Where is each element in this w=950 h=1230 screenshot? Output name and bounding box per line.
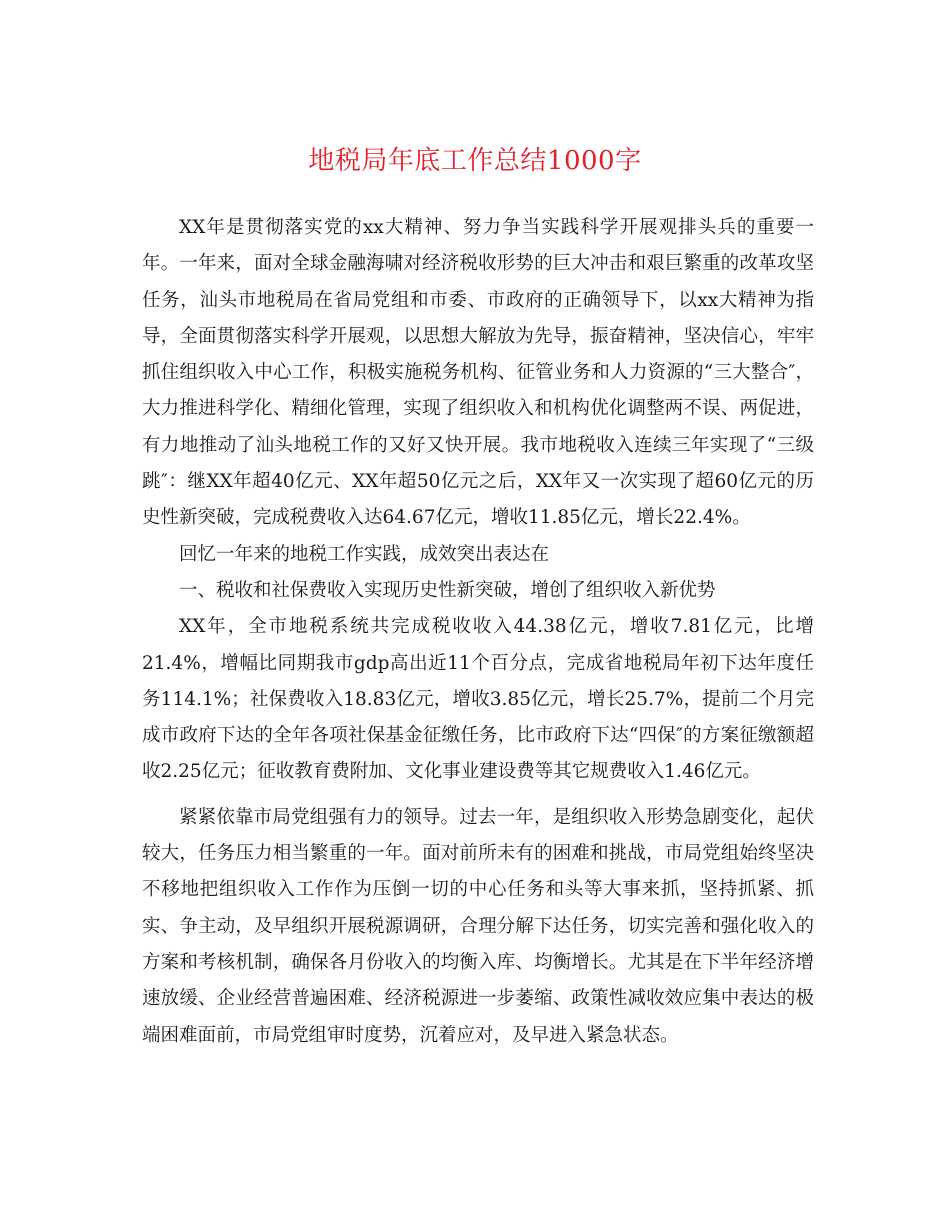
paragraph-review-lead: 回忆一年来的地税工作实践，成效突出表达在	[179, 543, 550, 565]
section-heading-1: 一、税收和社保费收入实现历史性新突破，增创了组织收入新优势	[179, 579, 716, 601]
paragraph-leadership: 紧紧依靠市局党组强有力的领导。过去一年，是组织收入形势急剧变化，起伏较大，任务压力相当繁重的一年。面对前所未有的困难和挑战，市局党组始终坚决不移地把组织收入工作作为压倒一切的中心任务和头等大事来抓，坚持抓紧、抓实、争主动，及早组织开展税源调研，合理分解下达任务，切实完善和强化收入的方案和考核机制，确保各月份收入的均衡入库、均衡增长。尤其是在下半年经济增速放缓、企业经营普遍困难、经济税源进一步萎缩、政策性减收效应集中表达的极端困难面前，市局党组审时度势，沉着应对，及早进入紧急状态。	[142, 806, 814, 1046]
paragraph-intro: XX年是贯彻落实党的xx大精神、努力争当实践科学开展观排头兵的重要一年。一年来，面对全球金融海啸对经济税收形势的巨大冲击和艰巨繁重的改革攻坚任务，汕头市地税局在省局党组和市委、市政府的正确领导下，以xx大精神为指导，全面贯彻落实科学开展观，以思想大解放为先导，振奋精神，坚决信心，牢牢抓住组织收入中心工作，积极实施税务机构、征管业务和人力资源的“三大整合″，大力推进科学化、精细化管理，实现了组织收入和机构优化调整两不误、两促进，有力地推动了汕头地税工作的又好又快开展。我市地税收入连续三年实现了“三级跳″：继XX年超40亿元、XX年超50亿元之后，XX年又一次实现了超60亿元的历史性新突破，完成税费收入达64.67亿元，增收11.85亿元，增长22.4%。	[142, 217, 814, 529]
paragraph-revenue-figures: XX年，全市地税系统共完成税收收入44.38亿元，增收7.81亿元，比增21.4%，增幅比同期我市gdp高出近11个百分点，完成省地税局年初下达年度任务114.1%；社保费收入18.83亿元，增收3.85亿元，增长25.7%，提前二个月完成市政府下达的全年各项社保基金征缴任务，比市政府下达“四保″的方案征缴额超收2.25亿元；征收教育费附加、文化事业建设费等其它规费收入1.46亿元。	[142, 616, 814, 783]
document-title: 地税局年底工作总结1000字	[308, 146, 642, 176]
document-body	[142, 210, 814, 1054]
